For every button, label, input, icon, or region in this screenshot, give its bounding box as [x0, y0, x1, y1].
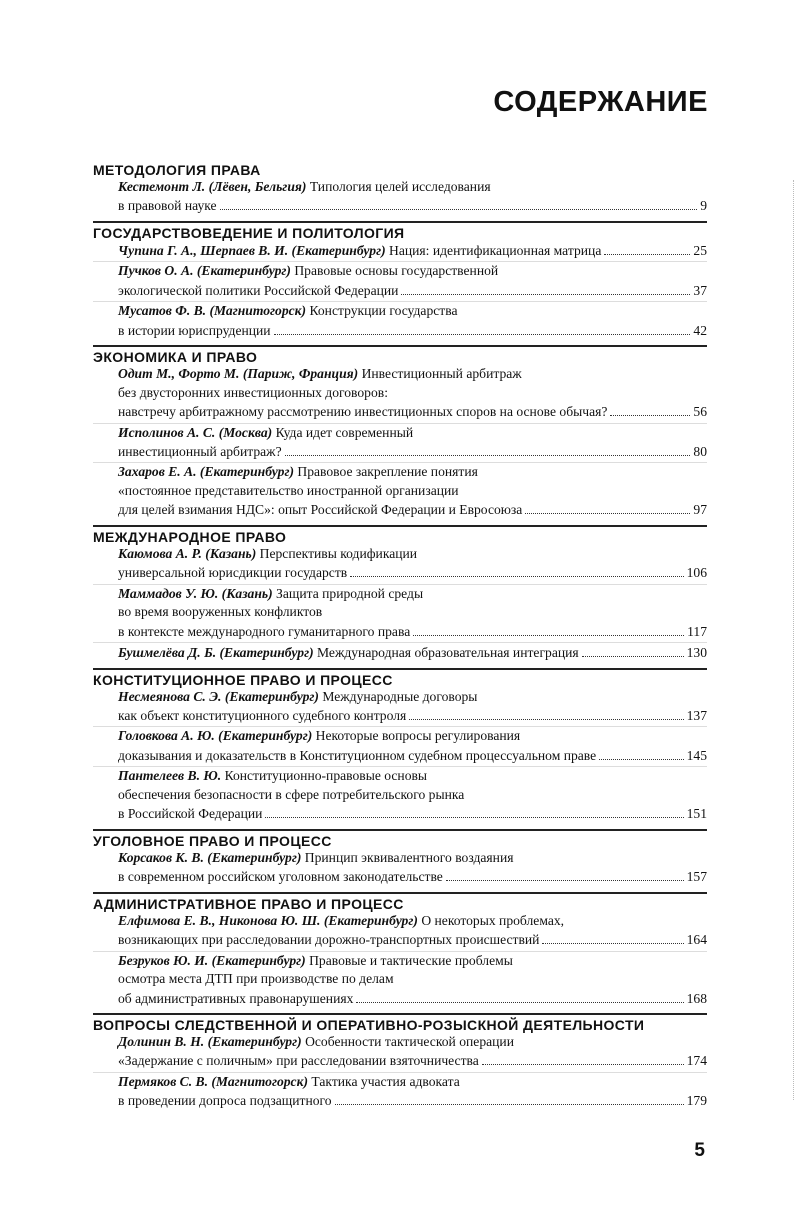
toc-section [93, 892, 707, 1008]
entry-title-line [118, 970, 707, 989]
entry-last-line [118, 442, 707, 461]
dot-leader [482, 1052, 684, 1066]
entry-title-text: Международная образовательная интеграция [317, 645, 579, 661]
entry-title-text: в проведении допроса подзащитного [118, 1093, 332, 1109]
toc-entry[interactable] [93, 584, 707, 641]
entry-title-final [118, 282, 398, 301]
entry-page-number: 97 [693, 502, 707, 518]
entry-author: Несмеянова С. Э. (Екатеринбург) [118, 688, 319, 704]
dot-leader [599, 746, 683, 760]
dot-leader [446, 867, 684, 881]
entry-title-final [118, 931, 539, 950]
entry-author: Одит М., Форто М. (Париж, Франция) [118, 366, 359, 382]
dot-leader [356, 989, 683, 1003]
entry-page-number: 179 [686, 1093, 707, 1109]
entry-title-line [118, 688, 707, 707]
toc-entry[interactable] [93, 951, 707, 1008]
entry-page-number: 9 [700, 198, 707, 214]
entry-author: Захаров Е. А. (Екатеринбург) [118, 464, 294, 480]
entry-author: Елфимова Е. В., Никонова Ю. Ш. (Екатеринбург) [118, 912, 418, 928]
entry-title-text: в истории юриспруденции [118, 322, 271, 338]
toc-section [93, 668, 707, 824]
entry-title-line [118, 482, 707, 501]
entry-last-line [118, 281, 707, 300]
entry-title-line [118, 1033, 707, 1052]
entry-author: Каюмова А. Р. (Казань) [118, 545, 257, 561]
section-title: МЕЖДУНАРОДНОЕ ПРАВО [93, 528, 287, 545]
toc-section [93, 829, 707, 887]
entry-title-text: Особенности тактической операции [305, 1034, 514, 1049]
toc-entry[interactable] [93, 241, 707, 260]
entry-title-line [118, 178, 707, 197]
entry-last-line [118, 706, 707, 725]
toc-entry[interactable] [93, 261, 707, 300]
entry-title-text: Принцип эквивалентного воздаяния [304, 849, 514, 865]
entry-title-line [118, 952, 707, 971]
entry-author: Пермяков С. В. (Магнитогорск) [118, 1073, 309, 1089]
toc-section [93, 221, 707, 340]
toc-entry[interactable] [93, 642, 707, 662]
entry-last-line [118, 1052, 707, 1071]
entry-title-line [118, 603, 707, 622]
toc-entry[interactable] [93, 766, 707, 823]
dot-leader [265, 804, 683, 818]
entry-title-line [118, 727, 707, 746]
entry-title-line [118, 302, 707, 321]
entry-title-line [118, 262, 707, 281]
table-of-contents [93, 160, 707, 1116]
entry-title-text: в Российской Федерации [118, 806, 263, 822]
dot-leader [274, 321, 691, 335]
entry-last-line [118, 643, 707, 662]
toc-entry[interactable] [93, 688, 707, 726]
entry-last-line [118, 241, 707, 260]
entry-title-line [118, 463, 707, 482]
entry-page-number: 37 [693, 282, 707, 298]
entry-title-text: в правовой науке [118, 198, 217, 214]
entry-title-final [118, 623, 410, 642]
entry-last-line [118, 197, 707, 216]
dot-leader [335, 1091, 684, 1105]
entry-page-number: 42 [693, 322, 707, 338]
toc-entry[interactable] [93, 1033, 707, 1071]
entry-page-number: 151 [686, 806, 707, 822]
dot-leader [610, 402, 690, 416]
entry-title-final [118, 707, 406, 726]
dot-leader [542, 930, 683, 944]
entry-author: Безруков Ю. И. (Екатеринбург) [118, 952, 306, 968]
entry-title-line [118, 545, 707, 564]
entry-last-line [118, 804, 707, 823]
entry-author: Пантелеев В. Ю. [118, 768, 222, 784]
entry-author: Долинин В. Н. (Екатеринбург) [118, 1034, 302, 1049]
entry-last-line [118, 930, 707, 949]
entry-title-final [118, 644, 579, 663]
dot-leader [285, 442, 691, 456]
entry-title-final [118, 1052, 479, 1071]
toc-entry[interactable] [93, 365, 707, 421]
entry-author: Исполинов А. С. (Москва) [118, 424, 273, 440]
toc-entry[interactable] [93, 178, 707, 216]
entry-last-line [118, 321, 707, 340]
entry-page-number: 106 [686, 565, 707, 581]
entry-title-text: обеспечения безопасности в сфере потребительского рынка [118, 786, 465, 802]
section-title: КОНСТИТУЦИОННОЕ ПРАВО И ПРОЦЕСС [93, 671, 393, 688]
dot-leader [220, 197, 698, 211]
entry-title-final [118, 242, 601, 261]
entry-author: Корсаков К. В. (Екатеринбург) [118, 849, 302, 865]
entry-title-text: Правовые и тактические проблемы [309, 952, 513, 968]
section-title: УГОЛОВНОЕ ПРАВО И ПРОЦЕСС [93, 832, 332, 849]
entry-title-line [118, 365, 707, 384]
toc-entry[interactable] [93, 423, 707, 462]
entry-page-number: 130 [686, 645, 707, 661]
entry-title-text: Правовые основы государственной [294, 263, 499, 279]
toc-section [93, 345, 707, 520]
entry-last-line [118, 989, 707, 1008]
entry-title-text: Защита природной среды [276, 585, 424, 601]
entry-title-text: как объект конституционного судебного контроля [118, 707, 407, 723]
entry-last-line [118, 402, 707, 421]
entry-page-number: 164 [686, 932, 707, 948]
dot-leader [350, 563, 683, 577]
entry-title-text: в контексте международного гуманитарного права [118, 623, 411, 639]
entry-title-text: Некоторые вопросы регулирования [315, 728, 521, 744]
toc-section [93, 1013, 707, 1111]
toc-entry[interactable] [93, 1072, 707, 1111]
entry-last-line [118, 1091, 707, 1110]
entry-title-text: об административных правонарушениях [118, 990, 354, 1006]
entry-title-text: для целей взимания НДС»: опыт Российской Федерации и Евросоюза [118, 502, 523, 518]
entry-author: Бушмелёва Д. Б. (Екатеринбург) [118, 645, 314, 661]
page-number: 5 [694, 1140, 705, 1161]
entry-title-final [118, 564, 347, 583]
entry-title-text: «Задержание с поличным» при расследовании взяточничества [118, 1053, 479, 1069]
section-title: МЕТОДОЛОГИЯ ПРАВА [93, 162, 261, 178]
entry-last-line [118, 500, 707, 519]
entry-author: Головкова А. Ю. (Екатеринбург) [118, 728, 313, 744]
entry-title-final [118, 805, 262, 824]
dot-leader [413, 622, 684, 636]
toc-entry[interactable] [93, 462, 707, 519]
section-title: ЭКОНОМИКА И ПРАВО [93, 349, 258, 366]
entry-title-text: навстречу арбитражному рассмотрению инвестиционных споров на основе обычая? [118, 404, 608, 420]
entry-page-number: 80 [693, 443, 707, 459]
entry-page-number: 25 [693, 242, 707, 258]
entry-last-line [118, 622, 707, 641]
entry-author: Пучков О. А. (Екатеринбург) [118, 263, 291, 279]
entry-last-line [118, 563, 707, 582]
entry-title-line [118, 1073, 707, 1092]
entry-title-text: инвестиционный арбитраж? [118, 443, 282, 459]
entry-title-text: Международные договоры [322, 688, 478, 704]
entry-title-text: Нация: идентификационная матрица [389, 242, 602, 258]
entry-title-text: Типология целей исследования [309, 179, 491, 194]
entry-title-line [118, 585, 707, 604]
entry-title-text: во время вооруженных конфликтов [118, 604, 323, 620]
entry-page-number: 145 [686, 747, 707, 763]
entry-page-number: 168 [686, 990, 707, 1006]
entry-title-text: Перспективы кодификации [259, 545, 418, 561]
entry-title-final [118, 322, 271, 341]
page-title: СОДЕРЖАНИЕ [493, 86, 708, 118]
entry-title-line [118, 786, 707, 805]
toc-entry[interactable] [93, 912, 707, 950]
entry-page-number: 157 [686, 869, 707, 885]
entry-page-number: 117 [687, 623, 707, 639]
entry-title-line [118, 849, 707, 868]
entry-title-line [118, 767, 707, 786]
toc-entry[interactable] [93, 301, 707, 340]
entry-author: Кестемонт Л. (Лёвен, Бельгия) [118, 179, 307, 194]
entry-title-text: Инвестиционный арбитраж [361, 366, 522, 382]
section-title: ВОПРОСЫ СЛЕДСТВЕННОЙ И ОПЕРАТИВНО-РОЗЫСКНОЙ ДЕЯТЕЛЬНОСТИ [93, 1017, 645, 1033]
toc-section [93, 160, 707, 216]
toc-entry[interactable] [93, 726, 707, 765]
dot-leader [401, 281, 690, 295]
toc-entry[interactable] [93, 849, 707, 887]
entry-title-final [118, 990, 353, 1009]
entry-title-text: доказывания и доказательств в Конституционном судебном процессуальном праве [118, 747, 597, 763]
entry-title-final [118, 868, 443, 887]
entry-title-text: Куда идет современный [275, 424, 414, 440]
section-title: АДМИНИСТРАТИВНОЕ ПРАВО И ПРОЦЕСС [93, 895, 404, 912]
entry-title-line [118, 424, 707, 443]
toc-entry[interactable] [93, 545, 707, 583]
entry-title-text: в современном российском уголовном законодательстве [118, 869, 443, 885]
toc-section [93, 525, 707, 663]
entry-title-final [118, 1092, 332, 1111]
entry-last-line [118, 867, 707, 886]
entry-title-text: экологической политики Российской Федерации [118, 282, 399, 298]
entry-author: Мусатов Ф. В. (Магнитогорск) [118, 303, 307, 319]
entry-title-text: Конституционно-правовые основы [224, 768, 428, 784]
entry-title-final [118, 443, 282, 462]
entry-page-number: 56 [693, 404, 707, 420]
entry-author: Маммадов У. Ю. (Казань) [118, 585, 273, 601]
entry-title-final [118, 403, 607, 422]
entry-title-line [118, 384, 707, 403]
entry-author: Чупина Г. А., Шерпаев В. И. (Екатеринбург) [118, 242, 386, 258]
entry-title-final [118, 747, 596, 766]
entry-title-text: Конструкции государства [309, 303, 458, 319]
entry-title-text: возникающих при расследовании дорожно-транспортных происшествий [118, 932, 540, 948]
entry-last-line [118, 746, 707, 765]
entry-title-text: О некоторых проблемах, [421, 912, 565, 928]
entry-title-text: без двусторонних инвестиционных договоров: [118, 384, 388, 400]
entry-page-number: 174 [686, 1053, 707, 1069]
entry-title-text: Тактика участия адвоката [311, 1073, 460, 1089]
entry-title-final [118, 501, 522, 520]
page-edge-texture [793, 180, 800, 1100]
entry-title-text: Правовое закрепление понятия [297, 464, 478, 480]
dot-leader [582, 643, 684, 657]
entry-title-text: «постоянное представительство иностранной организации [118, 482, 459, 498]
entry-title-text: осмотра места ДТП при производстве по делам [118, 971, 394, 987]
section-title: ГОСУДАРСТВОВЕДЕНИЕ И ПОЛИТОЛОГИЯ [93, 224, 405, 241]
entry-title-text: универсальной юрисдикции государств [118, 565, 348, 581]
entry-title-final [118, 197, 217, 216]
dot-leader [409, 706, 683, 720]
entry-title-line [118, 912, 707, 931]
entry-page-number: 137 [686, 707, 707, 723]
dot-leader [604, 241, 690, 255]
dot-leader [525, 500, 690, 514]
